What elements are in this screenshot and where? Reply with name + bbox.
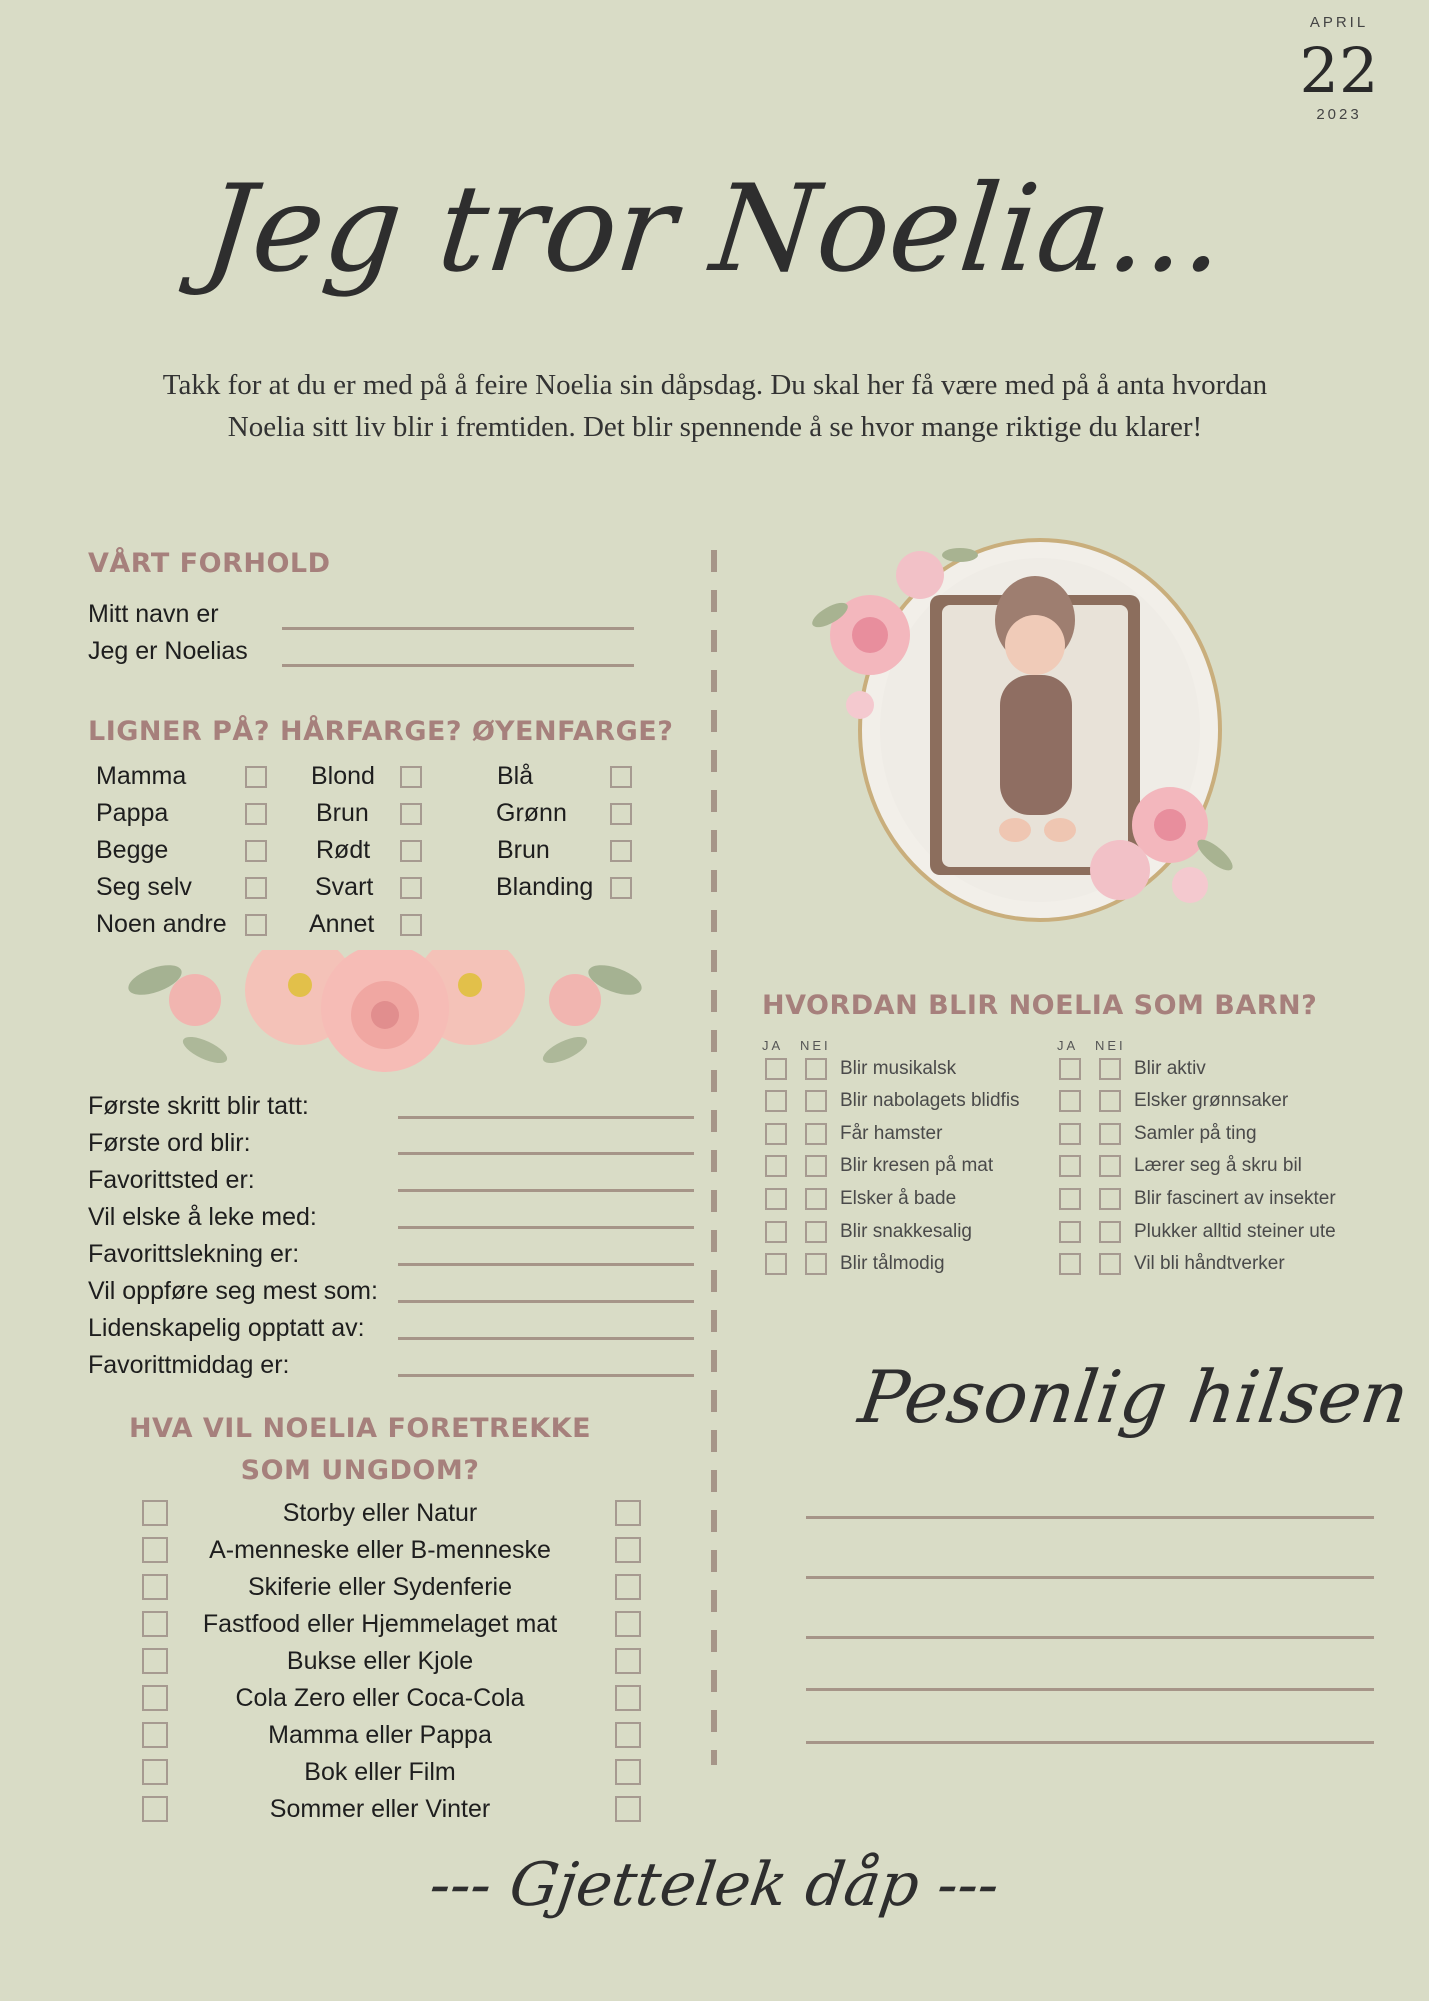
barn-item: Blir fascinert av insekter [1134, 1188, 1336, 1209]
barn-item: Blir musikalsk [840, 1058, 957, 1079]
ungdom-item: Mamma eller Pappa [268, 1721, 492, 1749]
barn-nei-checkbox[interactable] [805, 1221, 827, 1243]
oyenfarge-option: Grønn [496, 799, 567, 827]
ungdom-item: Storby eller Natur [282, 1499, 478, 1527]
harfarge-checkbox[interactable] [400, 840, 422, 862]
ungdom-right-checkbox[interactable] [615, 1685, 641, 1711]
ungdom-left-checkbox[interactable] [142, 1796, 168, 1822]
future-field-label: Lidenskapelig opptatt av: [88, 1314, 365, 1342]
barn-nei-checkbox[interactable] [805, 1058, 827, 1080]
ungdom-left-checkbox[interactable] [142, 1537, 168, 1563]
barn-ja-checkbox[interactable] [765, 1188, 787, 1210]
barn-nei-checkbox[interactable] [805, 1253, 827, 1275]
vertical-divider [711, 550, 717, 1765]
baby-photo-frame [810, 525, 1250, 935]
barn-item: Elsker grønnsaker [1134, 1090, 1289, 1111]
future-field-line[interactable] [398, 1189, 694, 1192]
future-field-label: Vil oppføre seg mest som: [88, 1277, 378, 1305]
ligner-checkbox[interactable] [245, 803, 267, 825]
ungdom-left-checkbox[interactable] [142, 1648, 168, 1674]
future-field-label: Vil elske å leke med: [88, 1203, 317, 1231]
ungdom-right-checkbox[interactable] [615, 1611, 641, 1637]
ligner-option: Noen andre [96, 910, 227, 938]
ungdom-item: Bukse eller Kjole [286, 1647, 474, 1675]
ungdom-left-checkbox[interactable] [142, 1500, 168, 1526]
future-field-line[interactable] [398, 1337, 694, 1340]
barn-ja-checkbox[interactable] [765, 1253, 787, 1275]
barn-nei-checkbox[interactable] [1099, 1188, 1121, 1210]
barn-ja-checkbox[interactable] [765, 1221, 787, 1243]
ligner-checkbox[interactable] [245, 914, 267, 936]
footer-title: --- Gjettelek dåp --- [425, 1850, 1004, 1920]
barn-item: Blir kresen på mat [840, 1155, 994, 1176]
barn-nei-checkbox[interactable] [805, 1123, 827, 1145]
ungdom-item: Cola Zero eller Coca-Cola [235, 1684, 525, 1712]
hilsen-title: Pesonlig hilsen [854, 1355, 1414, 1439]
barn-item: Vil bli håndtverker [1134, 1253, 1285, 1274]
harfarge-heading: HÅRFARGE? [280, 716, 463, 747]
intro-text: Takk for at du er med på å feire Noelia sin dåpsdag. Du skal her få være med på å anta hvordan Noelia sitt liv blir i fremtiden. Det blir spennende å se hvor mange riktige du klarer! [162, 369, 1268, 443]
barn-ja-checkbox[interactable] [765, 1058, 787, 1080]
ungdom-right-checkbox[interactable] [615, 1500, 641, 1526]
future-field-label: Første ord blir: [88, 1129, 251, 1157]
barn-item: Plukker alltid steiner ute [1134, 1221, 1336, 1242]
barn-nei-checkbox[interactable] [1099, 1155, 1121, 1177]
barn-ja-checkbox[interactable] [1059, 1221, 1081, 1243]
barn-ja-checkbox[interactable] [765, 1090, 787, 1112]
harfarge-option: Svart [315, 873, 374, 901]
barn-ja-checkbox[interactable] [1059, 1253, 1081, 1275]
date-day: 22 [1299, 34, 1379, 107]
barn-ja-checkbox[interactable] [1059, 1155, 1081, 1177]
barn-nei-label: NEI [1095, 1038, 1126, 1053]
barn-item: Blir nabolagets blidfis [840, 1090, 1020, 1111]
ligner-checkbox[interactable] [245, 877, 267, 899]
ungdom-heading-line2: SOM UNGDOM? [240, 1455, 480, 1486]
oyenfarge-heading: ØYENFARGE? [472, 716, 674, 747]
ungdom-right-checkbox[interactable] [615, 1722, 641, 1748]
hilsen-line[interactable] [806, 1636, 1374, 1639]
barn-ja-label: JA [762, 1038, 784, 1053]
barn-nei-checkbox[interactable] [1099, 1221, 1121, 1243]
barn-item: Får hamster [840, 1123, 943, 1144]
field-label-relation: Jeg er Noelias [88, 637, 248, 665]
ungdom-left-checkbox[interactable] [142, 1759, 168, 1785]
barn-ja-checkbox[interactable] [765, 1123, 787, 1145]
barn-item: Samler på ting [1134, 1123, 1257, 1144]
barn-ja-checkbox[interactable] [1059, 1188, 1081, 1210]
barn-item: Blir tålmodig [840, 1253, 945, 1274]
barn-nei-checkbox[interactable] [1099, 1058, 1121, 1080]
forhold-heading: VÅRT FORHOLD [88, 548, 331, 579]
ungdom-right-checkbox[interactable] [615, 1796, 641, 1822]
barn-ja-label: JA [1057, 1038, 1079, 1053]
barn-item: Elsker å bade [840, 1188, 957, 1209]
future-field-label: Første skritt blir tatt: [88, 1092, 309, 1120]
ligner-heading: LIGNER PÅ? [88, 716, 270, 747]
future-field-line[interactable] [398, 1226, 694, 1229]
oyenfarge-option: Blanding [496, 873, 594, 901]
field-label-name: Mitt navn er [88, 600, 219, 628]
harfarge-option: Annet [309, 910, 375, 938]
ligner-option: Pappa [96, 799, 169, 827]
future-field-label: Favorittslekning er: [88, 1240, 300, 1268]
ungdom-item: Fastfood eller Hjemmelaget mat [202, 1610, 558, 1638]
ligner-option: Seg selv [96, 873, 192, 901]
future-field-line[interactable] [398, 1374, 694, 1377]
ungdom-item: A-menneske eller B-menneske [209, 1536, 551, 1564]
hilsen-line[interactable] [806, 1516, 1374, 1519]
ungdom-left-checkbox[interactable] [142, 1722, 168, 1748]
barn-nei-checkbox[interactable] [1099, 1123, 1121, 1145]
ungdom-right-checkbox[interactable] [615, 1537, 641, 1563]
page-title: Jeg tror Noelia... [197, 160, 1232, 299]
future-field-line[interactable] [398, 1116, 694, 1119]
field-line-relation[interactable] [282, 664, 634, 667]
barn-nei-checkbox[interactable] [805, 1155, 827, 1177]
barn-heading: HVORDAN BLIR NOELIA SOM BARN? [762, 990, 1318, 1021]
ungdom-heading-line1: HVA VIL NOELIA FORETREKKE [128, 1413, 592, 1444]
oyenfarge-option: Brun [497, 836, 550, 864]
hilsen-line[interactable] [806, 1576, 1374, 1579]
barn-nei-label: NEI [800, 1038, 831, 1053]
barn-item: Lærer seg å skru bil [1134, 1155, 1302, 1176]
future-field-label: Favorittsted er: [88, 1166, 255, 1194]
barn-nei-checkbox[interactable] [1099, 1090, 1121, 1112]
ungdom-left-checkbox[interactable] [142, 1574, 168, 1600]
barn-item: Blir snakkesalig [840, 1221, 972, 1242]
ungdom-left-checkbox[interactable] [142, 1611, 168, 1637]
harfarge-option: Brun [316, 799, 369, 827]
oyenfarge-checkbox[interactable] [610, 803, 632, 825]
barn-ja-checkbox[interactable] [1059, 1123, 1081, 1145]
hilsen-line[interactable] [806, 1741, 1374, 1744]
ungdom-left-checkbox[interactable] [142, 1685, 168, 1711]
ungdom-right-checkbox[interactable] [615, 1759, 641, 1785]
ungdom-item: Sommer eller Vinter [269, 1795, 491, 1823]
harfarge-option: Rødt [316, 836, 371, 864]
ungdom-item: Bok eller Film [304, 1758, 456, 1786]
barn-nei-checkbox[interactable] [805, 1188, 827, 1210]
hilsen-line[interactable] [806, 1688, 1374, 1691]
future-field-label: Favorittmiddag er: [88, 1351, 290, 1379]
ligner-checkbox[interactable] [245, 766, 267, 788]
ligner-option: Mamma [96, 762, 187, 790]
future-field-line[interactable] [398, 1263, 694, 1266]
future-field-line[interactable] [398, 1152, 694, 1155]
harfarge-checkbox[interactable] [400, 766, 422, 788]
barn-nei-checkbox[interactable] [805, 1090, 827, 1112]
barn-ja-checkbox[interactable] [1059, 1058, 1081, 1080]
harfarge-checkbox[interactable] [400, 877, 422, 899]
barn-nei-checkbox[interactable] [1099, 1253, 1121, 1275]
barn-item: Blir aktiv [1134, 1058, 1206, 1079]
date-month: APRIL [1309, 14, 1369, 31]
oyenfarge-option: Blå [497, 762, 534, 790]
ungdom-item: Skiferie eller Sydenferie [247, 1573, 512, 1601]
oyenfarge-checkbox[interactable] [610, 766, 632, 788]
barn-ja-checkbox[interactable] [1059, 1090, 1081, 1112]
field-line-name[interactable] [282, 627, 634, 630]
ligner-option: Begge [96, 836, 169, 864]
date-year: 2023 [1316, 106, 1362, 123]
ungdom-right-checkbox[interactable] [615, 1648, 641, 1674]
ligner-checkbox[interactable] [245, 840, 267, 862]
harfarge-option: Blond [311, 762, 375, 790]
oyenfarge-checkbox[interactable] [610, 877, 632, 899]
floral-banner-decoration [125, 950, 645, 1080]
harfarge-checkbox[interactable] [400, 914, 422, 936]
ungdom-right-checkbox[interactable] [615, 1574, 641, 1600]
future-field-line[interactable] [398, 1300, 694, 1303]
harfarge-checkbox[interactable] [400, 803, 422, 825]
oyenfarge-checkbox[interactable] [610, 840, 632, 862]
barn-ja-checkbox[interactable] [765, 1155, 787, 1177]
